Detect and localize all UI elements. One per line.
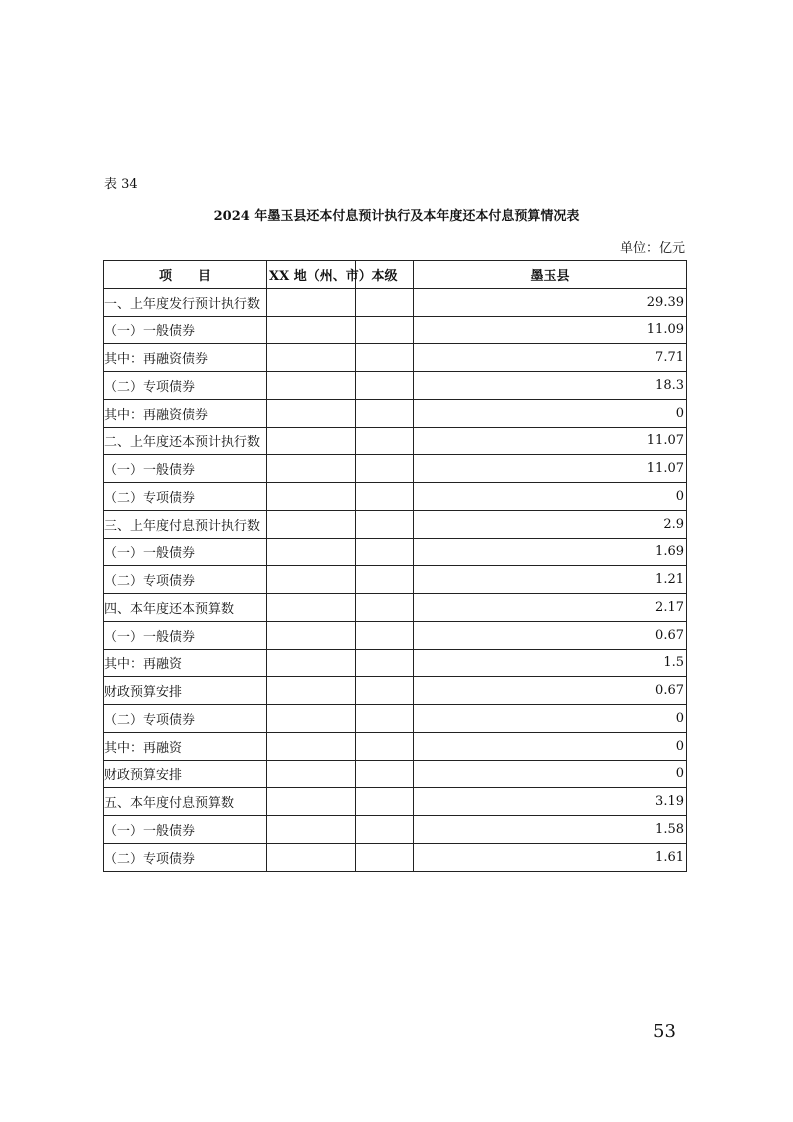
prefecture-cell bbox=[267, 372, 356, 400]
table-row bbox=[104, 316, 687, 344]
moyu-value-cell: 0.67 bbox=[414, 621, 687, 649]
local-level-cell bbox=[356, 399, 414, 427]
table-row bbox=[104, 816, 687, 844]
table-row bbox=[104, 427, 687, 455]
local-level-cell bbox=[356, 566, 414, 594]
budget-table bbox=[103, 260, 687, 872]
row-label: （二）专项债券 bbox=[104, 705, 267, 733]
prefecture-cell bbox=[267, 483, 356, 511]
row-label: 五、本年度付息预算数 bbox=[104, 788, 267, 816]
moyu-value-cell: 0.67 bbox=[414, 677, 687, 705]
row-label: （二）专项债券 bbox=[104, 483, 267, 511]
row-label: 一、上年度发行预计执行数 bbox=[104, 288, 267, 316]
table-row bbox=[104, 705, 687, 733]
row-label: （二）专项债券 bbox=[104, 372, 267, 400]
moyu-value-cell: 7.71 bbox=[414, 344, 687, 372]
row-label: （二）专项债券 bbox=[104, 566, 267, 594]
prefecture-cell bbox=[267, 705, 356, 733]
moyu-value-cell: 3.19 bbox=[414, 788, 687, 816]
local-level-cell bbox=[356, 816, 414, 844]
local-level-cell bbox=[356, 677, 414, 705]
moyu-value-cell: 0 bbox=[414, 705, 687, 733]
table-row bbox=[104, 483, 687, 511]
table-row bbox=[104, 649, 687, 677]
prefecture-cell bbox=[267, 594, 356, 622]
local-level-cell bbox=[356, 705, 414, 733]
table-row bbox=[104, 344, 687, 372]
local-level-cell bbox=[356, 372, 414, 400]
row-label: 三、上年度付息预计执行数 bbox=[104, 510, 267, 538]
local-level-cell bbox=[356, 621, 414, 649]
moyu-value-cell: 29.39 bbox=[414, 288, 687, 316]
page-number: 53 bbox=[653, 1021, 676, 1042]
row-label: 其中：再融资债券 bbox=[104, 344, 267, 372]
row-label: 四、本年度还本预算数 bbox=[104, 594, 267, 622]
moyu-value-cell: 11.07 bbox=[414, 427, 687, 455]
row-label: （一）一般债券 bbox=[104, 316, 267, 344]
prefecture-cell bbox=[267, 621, 356, 649]
moyu-value-cell: 0 bbox=[414, 399, 687, 427]
prefecture-cell bbox=[267, 510, 356, 538]
table-row bbox=[104, 399, 687, 427]
local-level-cell bbox=[356, 760, 414, 788]
moyu-value-cell: 1.69 bbox=[414, 538, 687, 566]
moyu-value-cell: 1.58 bbox=[414, 816, 687, 844]
moyu-value-cell: 1.21 bbox=[414, 566, 687, 594]
table-row bbox=[104, 538, 687, 566]
header-moyu-county: 墨玉县 bbox=[414, 261, 687, 289]
unit-label: 单位：亿元 bbox=[619, 241, 685, 256]
row-label: 财政预算安排 bbox=[104, 677, 267, 705]
prefecture-cell bbox=[267, 399, 356, 427]
local-level-cell bbox=[356, 510, 414, 538]
header-prefecture: XX 地（州、市） bbox=[267, 261, 356, 289]
row-label: （二）专项债券 bbox=[104, 843, 267, 871]
row-label: （一）一般债券 bbox=[104, 816, 267, 844]
prefecture-cell bbox=[267, 538, 356, 566]
moyu-value-cell: 0 bbox=[414, 760, 687, 788]
moyu-value-cell: 2.17 bbox=[414, 594, 687, 622]
prefecture-cell bbox=[267, 427, 356, 455]
moyu-value-cell: 2.9 bbox=[414, 510, 687, 538]
row-label: 二、上年度还本预计执行数 bbox=[104, 427, 267, 455]
moyu-value-cell: 0 bbox=[414, 483, 687, 511]
local-level-cell bbox=[356, 649, 414, 677]
row-label: （一）一般债券 bbox=[104, 538, 267, 566]
prefecture-cell bbox=[267, 649, 356, 677]
moyu-value-cell: 18.3 bbox=[414, 372, 687, 400]
table-row bbox=[104, 732, 687, 760]
local-level-cell bbox=[356, 344, 414, 372]
table-number: 表 34 bbox=[104, 177, 138, 192]
table-row bbox=[104, 760, 687, 788]
table-row bbox=[104, 621, 687, 649]
table-row bbox=[104, 677, 687, 705]
local-level-cell bbox=[356, 483, 414, 511]
prefecture-cell bbox=[267, 455, 356, 483]
prefecture-cell bbox=[267, 316, 356, 344]
table-row bbox=[104, 843, 687, 871]
table-row bbox=[104, 455, 687, 483]
moyu-value-cell: 1.5 bbox=[414, 649, 687, 677]
prefecture-cell bbox=[267, 566, 356, 594]
row-label: （一）一般债券 bbox=[104, 621, 267, 649]
prefecture-cell bbox=[267, 843, 356, 871]
prefecture-cell bbox=[267, 760, 356, 788]
table-row bbox=[104, 372, 687, 400]
table-row bbox=[104, 594, 687, 622]
local-level-cell bbox=[356, 538, 414, 566]
row-label: 其中：再融资债券 bbox=[104, 399, 267, 427]
prefecture-cell bbox=[267, 288, 356, 316]
header-local-level: 本级 bbox=[356, 261, 414, 289]
local-level-cell bbox=[356, 427, 414, 455]
local-level-cell bbox=[356, 732, 414, 760]
table-row bbox=[104, 288, 687, 316]
moyu-value-cell: 0 bbox=[414, 732, 687, 760]
table-row bbox=[104, 566, 687, 594]
prefecture-cell bbox=[267, 677, 356, 705]
row-label: 其中：再融资 bbox=[104, 649, 267, 677]
local-level-cell bbox=[356, 788, 414, 816]
prefecture-cell bbox=[267, 344, 356, 372]
table-header-row bbox=[104, 261, 687, 289]
moyu-value-cell: 11.09 bbox=[414, 316, 687, 344]
moyu-value-cell: 11.07 bbox=[414, 455, 687, 483]
row-label: 财政预算安排 bbox=[104, 760, 267, 788]
page-title: 2024 年墨玉县还本付息预计执行及本年度还本付息预算情况表 bbox=[213, 209, 580, 224]
prefecture-cell bbox=[267, 816, 356, 844]
local-level-cell bbox=[356, 594, 414, 622]
moyu-value-cell: 1.61 bbox=[414, 843, 687, 871]
prefecture-cell bbox=[267, 788, 356, 816]
local-level-cell bbox=[356, 843, 414, 871]
prefecture-cell bbox=[267, 732, 356, 760]
local-level-cell bbox=[356, 288, 414, 316]
local-level-cell bbox=[356, 455, 414, 483]
table-row bbox=[104, 788, 687, 816]
header-item: 项 目 bbox=[104, 261, 267, 289]
table-row bbox=[104, 510, 687, 538]
local-level-cell bbox=[356, 316, 414, 344]
row-label: 其中：再融资 bbox=[104, 732, 267, 760]
row-label: （一）一般债券 bbox=[104, 455, 267, 483]
